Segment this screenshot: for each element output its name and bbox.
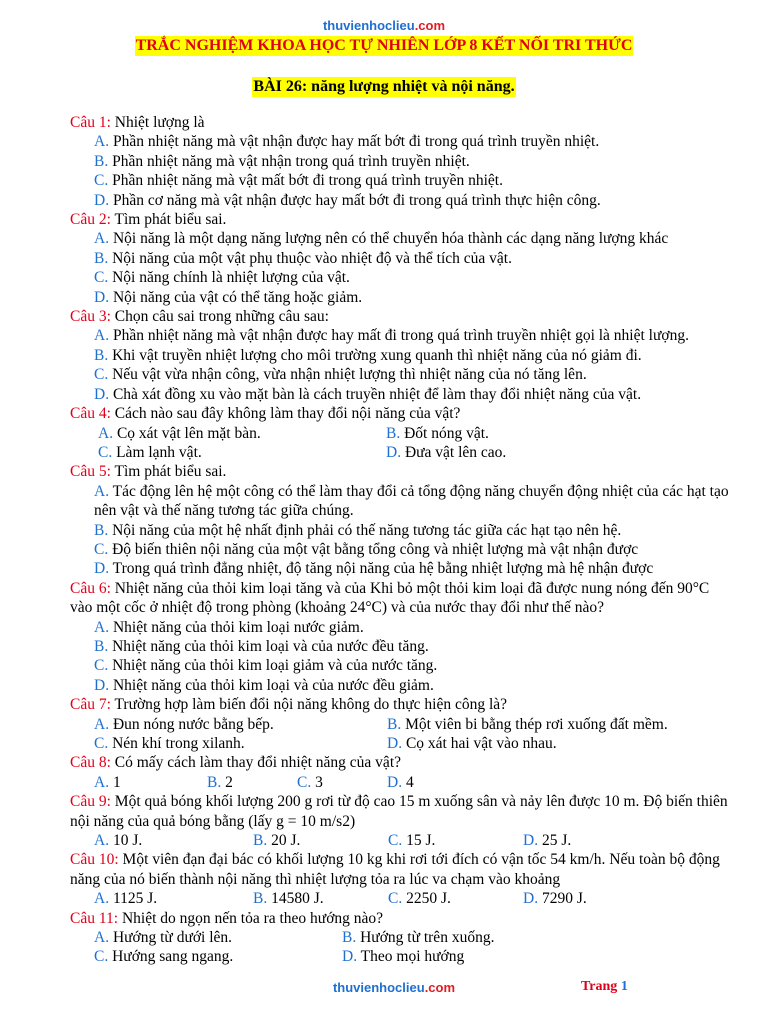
option-text: 7290 J. (538, 890, 587, 908)
option-text: Đưa vật lên cao. (401, 443, 507, 461)
option-a (70, 229, 730, 248)
option-letter: C. (94, 269, 109, 287)
option-letter: B. (94, 521, 109, 539)
option-letter: B. (387, 715, 402, 733)
option-letter: D. (94, 560, 110, 578)
option-letter: D. (94, 191, 110, 209)
option-letter: A. (94, 929, 110, 947)
option-c (70, 365, 730, 384)
option-letter: B. (207, 773, 222, 791)
option-a (70, 482, 730, 521)
option-text: Đun nóng nước bằng bếp. (109, 715, 274, 733)
option-text: 10 J. (109, 832, 143, 850)
option-letter: D. (94, 385, 110, 403)
option-text: Hướng sang ngang. (108, 948, 234, 966)
question-label: Câu 3: (70, 308, 111, 326)
question-label: Câu 1: (70, 114, 111, 131)
option-letter: C. (94, 540, 109, 558)
question-label: Câu 11: (70, 909, 119, 927)
option-a (94, 715, 387, 734)
option-letter: B. (386, 424, 401, 442)
option-text: 4 (402, 773, 414, 791)
option-text: Một viên bi bằng thép rơi xuống đất mềm. (401, 715, 668, 733)
option-text: Nhiệt năng của thỏi kim loại giảm và của nước tăng. (108, 657, 438, 675)
question-label: Câu 4: (70, 405, 111, 423)
option-text: Nội năng của một vật phụ thuộc vào nhiệt độ và thể tích của vật. (108, 249, 512, 267)
option-letter: C. (388, 890, 403, 908)
option-a (98, 424, 386, 443)
option-d (70, 676, 730, 695)
option-text: Khi vật truyền nhiệt lượng cho môi trường xung quanh thì nhiệt năng của nó giảm đi. (108, 346, 642, 364)
question-text: Có mấy cách làm thay đổi nhiệt năng của vật? (110, 754, 402, 772)
header-site-name-main: thuvienhoclieu (322, 18, 415, 33)
question-text: Một quả bóng khối lượng 200 g rơi từ độ cao 15 m xuống sân và nảy lên được 10 m. Độ biến thiên nội năng của quả bóng bằng (lấy g = 10 m/s2) (70, 793, 728, 830)
option-a (94, 889, 253, 908)
option-row (70, 424, 730, 443)
option-letter: D. (387, 773, 403, 791)
option-d (70, 559, 730, 578)
question-8 (70, 753, 730, 792)
question-text: Trường hợp làm biến đổi nội năng không do thực hiện công là? (110, 696, 508, 714)
option-letter: A. (94, 618, 110, 636)
option-a (70, 326, 730, 345)
option-a (94, 831, 253, 850)
option-text: Cọ xát vật lên mặt bàn. (113, 424, 261, 442)
option-text: 2 (221, 773, 233, 791)
option-row (70, 734, 730, 753)
option-text: Tác động lên hệ một công có thể làm thay đổi cả tổng động năng chuyển động nhiệt của các hạt tạo nên vật và thế năng tương tác giữa chúng. (94, 482, 729, 520)
option-a (70, 132, 730, 151)
option-b (253, 889, 388, 908)
option-a (94, 928, 342, 947)
option-b (342, 928, 494, 947)
question-text: Chọn câu sai trong những câu sau: (110, 308, 329, 326)
option-letter: A. (94, 715, 110, 733)
page-number (581, 979, 628, 995)
option-letter: D. (523, 832, 539, 850)
question-text: Nhiệt do ngọn nến tỏa ra theo hướng nào? (118, 909, 384, 927)
option-d (387, 773, 414, 792)
option-text: Phần nhiệt năng mà vật nhận được hay mất đi trong quá trình truyền nhiệt gọi là nhiệt lượng. (109, 327, 689, 345)
question-label: Câu 10: (70, 851, 119, 869)
option-text: 15 J. (402, 832, 436, 850)
option-d (386, 443, 506, 462)
option-letter: C. (94, 657, 109, 675)
option-text: Trong quá trình đẳng nhiệt, độ tăng nội năng của hệ bằng nhiệt lượng mà hệ nhận được (109, 560, 654, 578)
option-letter: D. (94, 676, 110, 694)
option-text: 1 (109, 773, 121, 791)
option-letter: D. (342, 948, 358, 966)
option-c (70, 171, 730, 190)
footer-site-name-main: thuvienhoclieu (332, 980, 425, 995)
option-letter: B. (253, 890, 268, 908)
question-text: Nhiệt lượng là (110, 114, 205, 131)
option-letter: A. (94, 133, 110, 151)
option-letter: A. (94, 890, 110, 908)
option-letter: A. (94, 482, 110, 500)
option-text: 25 J. (538, 832, 572, 850)
question-label: Câu 7: (70, 696, 111, 714)
option-text: Nội năng chính là nhiệt lượng của vật. (108, 269, 350, 287)
option-c (98, 443, 386, 462)
option-letter: C. (297, 773, 312, 791)
question-11 (70, 909, 730, 967)
question-text: Tìm phát biểu sai. (110, 211, 227, 229)
option-row (70, 947, 730, 966)
option-c (94, 947, 342, 966)
option-text: Theo mọi hướng (357, 948, 465, 966)
question-2 (70, 210, 730, 307)
option-b (386, 424, 489, 443)
option-text: Nội năng của một hệ nhất định phải có thế năng tương tác giữa các hạt tạo nên hệ. (108, 521, 622, 539)
option-b (70, 152, 730, 171)
option-b (70, 637, 730, 656)
lesson-container (0, 77, 768, 97)
document-title: TRẮC NGHIỆM KHOA HỌC TỰ NHIÊN LỚP 8 KẾT NỐI TRI THỨC (135, 37, 633, 54)
option-text: Đốt nóng vật. (400, 424, 489, 442)
option-d (70, 385, 730, 404)
question-text: Tìm phát biểu sai. (110, 463, 227, 481)
option-d (387, 734, 557, 753)
option-letter: C. (94, 948, 109, 966)
option-text: Độ biến thiên nội năng của một vật bằng tổng công và nhiệt lượng mà vật nhận được (108, 540, 639, 558)
option-a (70, 618, 730, 637)
option-c (297, 773, 387, 792)
option-text: Nén khí trong xilanh. (108, 735, 245, 752)
option-d (70, 191, 730, 210)
option-b (387, 715, 668, 734)
option-text: Nội năng của vật có thể tăng hoặc giảm. (109, 288, 363, 306)
option-d (523, 831, 571, 850)
header-site-name (0, 18, 768, 33)
option-row (70, 831, 730, 850)
question-label: Câu 5: (70, 463, 111, 481)
option-letter: A. (94, 773, 110, 791)
option-text: Nhiệt năng của thỏi kim loại và của nước đều tăng. (108, 637, 429, 655)
option-b (70, 346, 730, 365)
option-a (94, 773, 207, 792)
option-b (253, 831, 388, 850)
question-text: Một viên đạn đại bác có khối lượng 10 kg khi rơi tới đích có vận tốc 54 km/h. Nếu toàn bộ động năng của nó biến thành nội năng thì nhiệt lượng tỏa ra lúc va chạm vào khoảng (70, 851, 720, 888)
option-text: Nội năng là một dạng năng lượng nên có thể chuyển hóa thành các dạng năng lượng khác (109, 230, 669, 248)
question-4 (70, 404, 730, 462)
option-c (70, 656, 730, 675)
option-d (523, 889, 587, 908)
option-text: Phần nhiệt năng mà vật nhận được hay mất bớt đi trong quá trình truyền nhiệt. (109, 133, 600, 151)
option-c (388, 889, 523, 908)
question-1 (70, 113, 730, 210)
option-letter: C. (94, 172, 109, 190)
option-text: Phần nhiệt năng mà vật mất bớt đi trong quá trình truyền nhiệt. (108, 172, 503, 190)
option-text: Nhiệt năng của thỏi kim loại nước giảm. (109, 618, 364, 636)
option-row (70, 889, 730, 908)
question-label: Câu 8: (70, 754, 111, 772)
footer-site-name (0, 980, 768, 995)
footer-site-name-domain: .com (424, 980, 456, 995)
option-row (70, 715, 730, 734)
option-text: 1125 J. (109, 890, 158, 908)
option-letter: B. (342, 929, 357, 947)
question-text: Cách nào sau đây không làm thay đổi nội năng của vật? (110, 405, 461, 423)
option-b (207, 773, 297, 792)
option-letter: A. (94, 327, 110, 345)
option-letter: A. (94, 230, 110, 248)
option-letter: B. (94, 346, 109, 364)
option-row (70, 928, 730, 947)
option-letter: C. (94, 735, 109, 752)
option-row (70, 773, 730, 792)
option-text: Chà xát đồng xu vào mặt bàn là cách truyền nhiệt để làm thay đổi nhiệt năng của vật. (109, 385, 642, 403)
option-d (342, 947, 464, 966)
question-label: Câu 2: (70, 211, 111, 229)
option-text: Phần nhiệt năng mà vật nhận trong quá trình truyền nhiệt. (108, 152, 470, 170)
page-number-value: 1 (620, 979, 628, 994)
option-c (70, 540, 730, 559)
option-letter: D. (387, 735, 403, 752)
option-text: 20 J. (267, 832, 301, 850)
question-10 (70, 850, 730, 908)
option-c (94, 734, 387, 753)
option-text: Nhiệt năng của thỏi kim loại và của nước đều giảm. (109, 676, 434, 694)
question-label: Câu 9: (70, 793, 111, 811)
option-letter: B. (94, 249, 109, 267)
option-letter: B. (94, 637, 109, 655)
option-b (70, 249, 730, 268)
question-text: Nhiệt năng của thỏi kim loại tăng và của Khi bỏ một thỏi kim loại đã được nung nóng đến 90°C vào một cốc ở nhiệt độ trong phòng (khoảng 24°C) và của nước thay đổi như thế nào? (70, 579, 710, 617)
page-label: Trang (581, 979, 618, 994)
option-letter: B. (253, 832, 268, 850)
option-letter: D. (386, 443, 402, 461)
option-b (70, 521, 730, 540)
option-text: Nếu vật vừa nhận công, vừa nhận nhiệt lượng thì nhiệt năng của nó tăng lên. (108, 366, 587, 384)
option-letter: D. (94, 288, 110, 306)
option-text: 3 (311, 773, 323, 791)
option-letter: B. (94, 152, 109, 170)
question-list (70, 113, 730, 967)
lesson-title: BÀI 26: năng lượng nhiệt và nội năng. (253, 78, 515, 95)
option-text: Làm lạnh vật. (112, 443, 202, 461)
option-text: Hướng từ trên xuống. (356, 929, 495, 947)
option-letter: A. (94, 832, 110, 850)
option-text: 14580 J. (267, 890, 324, 908)
option-text: Hướng từ dưới lên. (109, 929, 233, 947)
option-letter: C. (94, 366, 109, 384)
option-text: 2250 J. (402, 890, 451, 908)
option-row (70, 443, 730, 462)
question-3 (70, 307, 730, 404)
option-text: Cọ xát hai vật vào nhau. (402, 735, 557, 752)
option-letter: C. (98, 443, 113, 461)
title-container (0, 36, 768, 56)
header-site-name-domain: .com (414, 18, 446, 33)
option-c (70, 268, 730, 287)
question-5 (70, 462, 730, 578)
question-9 (70, 792, 730, 850)
option-c (388, 831, 523, 850)
question-7 (70, 695, 730, 753)
option-letter: A. (98, 424, 114, 442)
option-letter: D. (523, 890, 539, 908)
option-text: Phần cơ năng mà vật nhận được hay mất bớt đi trong quá trình thực hiện công. (109, 191, 601, 209)
question-label: Câu 6: (70, 579, 111, 597)
question-6 (70, 579, 730, 695)
option-d (70, 288, 730, 307)
option-letter: C. (388, 832, 403, 850)
